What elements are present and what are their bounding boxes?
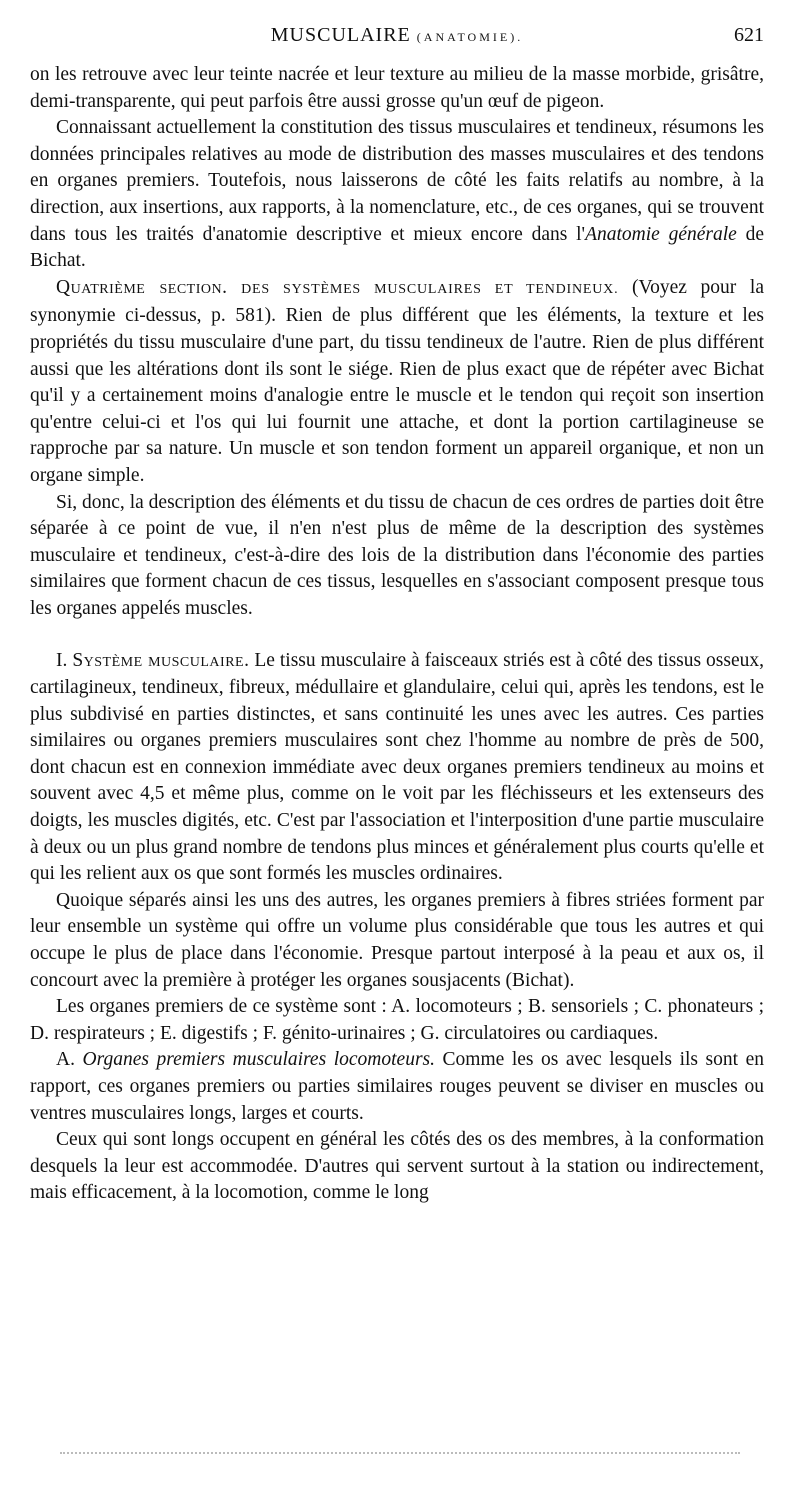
paragraph-9: Ceux qui sont longs occupent en général les côtés des os des membres, à la conformation desquels la leur est accommodée. D'autres qui servent surtout à la station ou indirectement, mais efficacement, à la locomotion, comme le long — [30, 1129, 764, 1204]
subsection-heading: Système musculaire. — [72, 650, 250, 672]
subsection-number: I. — [56, 650, 68, 672]
paragraph-4: Si, donc, la description des éléments et du tissu de chacun de ces ordres de parties doit être séparée à ce point de vue, il n'en n'est plus de même de la description des systèmes musculaire et tendineux, c'est-à-dire des lois de la distribution dans l'économie des parties similaires que forment chacun de ces tissus, lesquelles en s'associant composent presque tous les organes appelés muscles. — [30, 491, 764, 619]
section-title: DES SYSTÈMES MUSCULAIRES ET TENDINEUX. — [241, 281, 619, 297]
paragraph-2-text-a: Connaissant actuellement la constitution des tissus musculaires et tendineux, résumons les données principales relatives au mode de distribution des masses musculaires et des tendons en organes premiers. Toutefois, nous laisserons de côté les faits relatifs au nombre, à la direction, aux insertions, aux rapports, à la nomenclature, etc., de ces organes, qui se trouvent dans tous les traités d'anatomie descriptive et mieux encore dans l' — [30, 117, 764, 245]
paragraph-5 — [30, 648, 764, 887]
running-title — [30, 24, 764, 47]
paragraph-2 — [30, 115, 764, 275]
paragraph-5-text: Le tissu musculaire à faisceaux striés est à côté des tissus osseux, cartilagineux, tendineux, fibreux, médullaire et glandulaire, celui qui, après les tendons, est le plus subdivisé en parties distinctes, et sans continuité les unes avec les autres. Ces parties similaires ou organes premiers musculaires sont chez l'homme au nombre de près de 500, dont chacun est en connexion immédiate avec deux organes premiers tendineux au moins et souvent avec 4,5 et même plus, comme on le voit par les fléchisseurs et les extenseurs des doigts, les muscles digités, etc. C'est par l'association et l'interposition d'une partie musculaire à deux ou un plus grand nombre de tendons plus minces et généralement plus courts qu'elle et qui les relient aux os que sont formés les muscles ordinaires. — [30, 650, 764, 885]
running-title-main: MUSCULAIRE — [270, 24, 411, 46]
paragraph-8 — [30, 1047, 764, 1127]
page-number: 621 — [734, 24, 764, 46]
section-gap — [30, 622, 764, 648]
paragraph-8-text: Comme les os avec lesquels ils sont en rapport, ces organes premiers ou parties similaires rouges peuvent se diviser en muscles ou ventres musculaires longs, larges et courts. — [30, 1049, 764, 1124]
paragraph-8-letter: A. — [56, 1049, 83, 1071]
running-header — [30, 24, 764, 50]
paragraph-2-text-b: de Bichat. — [30, 223, 764, 272]
section-heading: Quatrième section. — [56, 276, 228, 298]
paragraph-3-text: (Voyez pour la synonymie ci-dessus, p. 581). Rien de plus différent que les éléments, la texture et les propriétés du tissu musculaire d'une part, du tissu tendineux de l'autre. Rien de plus différent aussi que les altérations dont ils sont le siége. Rien de plus exact que de répéter avec Bichat qu'il y a certainement moins d'analogie entre le muscle et le tendon qui reçoit son insertion qu'entre celui-ci et l'os qui lui fournit une attache, et dont la portion cartilagineuse se rapproche par sa nature. Un muscle et son tendon forment un appareil organique, et non un organe simple. — [30, 276, 764, 486]
paragraph-3 — [30, 275, 764, 490]
paragraph-8-italic: Organes premiers musculaires locomoteurs. — [82, 1049, 435, 1071]
page-body — [30, 62, 764, 1207]
paragraph-7: Les organes premiers de ce système sont : A. locomoteurs ; B. sensoriels ; C. phonateurs ; D. respirateurs ; E. digestifs ; F. génito-urinaires ; G. circulatoires ou cardiaques. — [30, 996, 764, 1044]
bottom-scan-marks — [60, 1452, 740, 1456]
paragraph-2-italic: Anatomie générale — [585, 223, 737, 245]
running-title-sub: (ANATOMIE). — [416, 30, 524, 44]
paragraph-1: on les retrouve avec leur teinte nacrée et leur texture au milieu de la masse morbide, grisâtre, demi-transparente, qui peut parfois être aussi grosse qu'un œuf de pigeon. — [30, 64, 764, 112]
paragraph-6: Quoique séparés ainsi les uns des autres, les organes premiers à fibres striées forment par leur ensemble un système qui offre un volume plus considérable que tous les autres et qui occupe le plus de place dans l'économie. Presque partout interposé à la peau et aux os, il concourt avec la première à protéger les organes sousjacents (Bichat). — [30, 889, 764, 991]
